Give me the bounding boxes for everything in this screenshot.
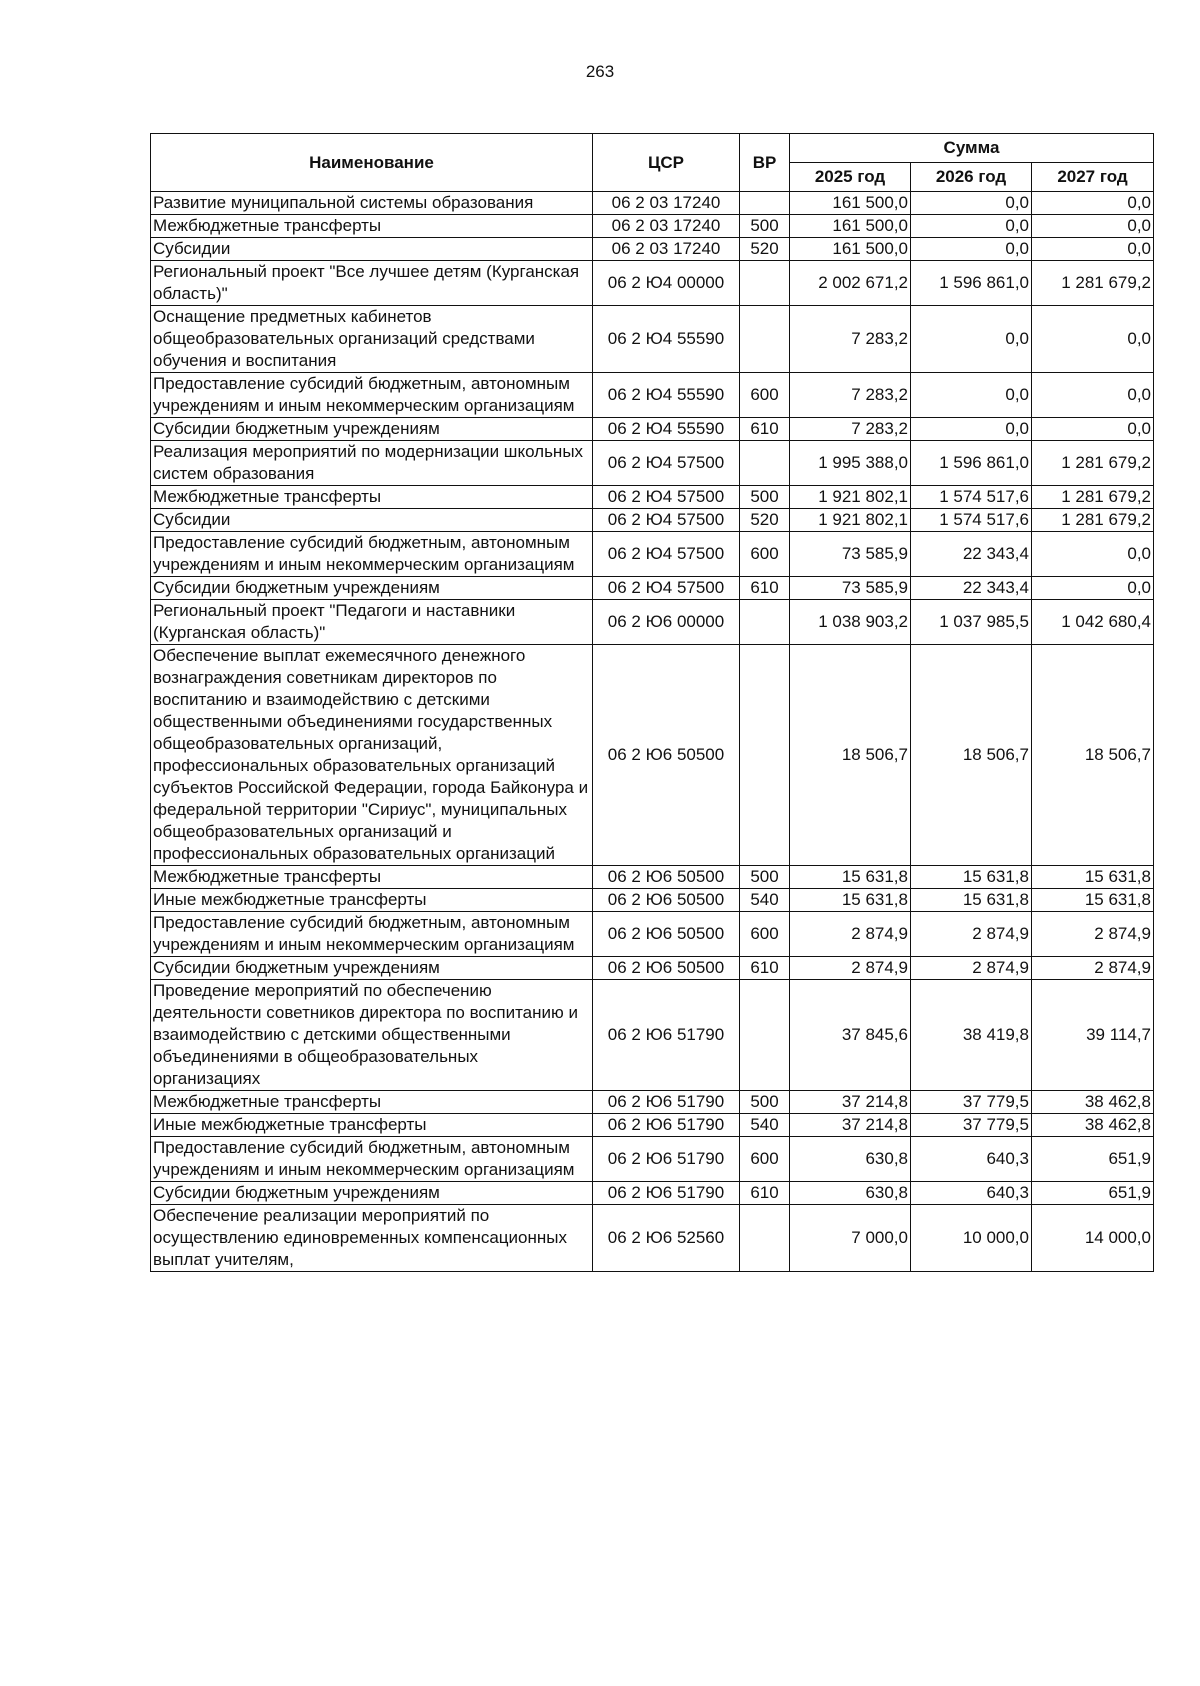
table-row bbox=[151, 1205, 1154, 1272]
row-vr bbox=[740, 441, 790, 486]
row-vr: 610 bbox=[740, 957, 790, 980]
row-amount-2025: 161 500,0 bbox=[790, 238, 911, 261]
row-amount-2026: 640,3 bbox=[911, 1182, 1032, 1205]
row-name: Региональный проект "Все лучшее детям (Курганская область)" bbox=[151, 261, 593, 306]
row-name: Субсидии bbox=[151, 509, 593, 532]
row-csr: 06 2 Ю6 00000 bbox=[593, 600, 740, 645]
row-csr: 06 2 Ю4 55590 bbox=[593, 418, 740, 441]
table-row bbox=[151, 866, 1154, 889]
row-csr: 06 2 03 17240 bbox=[593, 238, 740, 261]
row-vr: 500 bbox=[740, 866, 790, 889]
row-amount-2026: 0,0 bbox=[911, 373, 1032, 418]
row-vr bbox=[740, 645, 790, 866]
row-amount-2025: 161 500,0 bbox=[790, 215, 911, 238]
row-csr: 06 2 Ю4 57500 bbox=[593, 532, 740, 577]
row-vr bbox=[740, 192, 790, 215]
row-csr: 06 2 Ю4 55590 bbox=[593, 373, 740, 418]
row-amount-2027: 15 631,8 bbox=[1032, 866, 1154, 889]
row-amount-2027: 2 874,9 bbox=[1032, 957, 1154, 980]
row-name: Оснащение предметных кабинетов общеобразовательных организаций средствами обучения и воспитания bbox=[151, 306, 593, 373]
row-name: Субсидии bbox=[151, 238, 593, 261]
row-amount-2026: 0,0 bbox=[911, 418, 1032, 441]
table-row bbox=[151, 600, 1154, 645]
row-amount-2026: 0,0 bbox=[911, 192, 1032, 215]
row-name: Межбюджетные трансферты bbox=[151, 1091, 593, 1114]
row-vr: 610 bbox=[740, 577, 790, 600]
row-vr: 610 bbox=[740, 418, 790, 441]
header-csr: ЦСР bbox=[593, 134, 740, 192]
table-row bbox=[151, 577, 1154, 600]
row-amount-2027: 0,0 bbox=[1032, 373, 1154, 418]
header-vr: ВР bbox=[740, 134, 790, 192]
row-amount-2025: 7 283,2 bbox=[790, 418, 911, 441]
row-vr: 600 bbox=[740, 373, 790, 418]
row-vr: 520 bbox=[740, 509, 790, 532]
row-amount-2026: 2 874,9 bbox=[911, 957, 1032, 980]
row-amount-2025: 7 000,0 bbox=[790, 1205, 911, 1272]
row-name: Обеспечение реализации мероприятий по осуществлению единовременных компенсационных выплат учителям, bbox=[151, 1205, 593, 1272]
row-csr: 06 2 03 17240 bbox=[593, 192, 740, 215]
row-amount-2025: 2 002 671,2 bbox=[790, 261, 911, 306]
row-amount-2025: 630,8 bbox=[790, 1137, 911, 1182]
row-csr: 06 2 Ю6 51790 bbox=[593, 1137, 740, 1182]
row-vr: 520 bbox=[740, 238, 790, 261]
row-csr: 06 2 Ю6 50500 bbox=[593, 889, 740, 912]
row-csr: 06 2 Ю6 50500 bbox=[593, 912, 740, 957]
row-amount-2027: 15 631,8 bbox=[1032, 889, 1154, 912]
row-amount-2026: 37 779,5 bbox=[911, 1114, 1032, 1137]
row-amount-2025: 1 995 388,0 bbox=[790, 441, 911, 486]
row-name: Региональный проект "Педагоги и наставники (Курганская область)" bbox=[151, 600, 593, 645]
row-amount-2026: 22 343,4 bbox=[911, 577, 1032, 600]
table-row bbox=[151, 980, 1154, 1091]
row-csr: 06 2 Ю6 51790 bbox=[593, 1091, 740, 1114]
row-amount-2027: 0,0 bbox=[1032, 215, 1154, 238]
row-name: Иные межбюджетные трансферты bbox=[151, 1114, 593, 1137]
row-name: Предоставление субсидий бюджетным, автономным учреждениям и иным некоммерческим организациям bbox=[151, 373, 593, 418]
row-csr: 06 2 03 17240 bbox=[593, 215, 740, 238]
row-amount-2027: 2 874,9 bbox=[1032, 912, 1154, 957]
row-name: Обеспечение выплат ежемесячного денежного вознаграждения советникам директоров по воспитанию и взаимодействию с детскими общественными объединениями государственных общеобразовательных организаций, профессиональных образовательных организаций субъектов Российской Федерации, города Байконура и федеральной территории "Сириус", муниципальных общеобразовательных организаций и профессиональных образовательных организаций bbox=[151, 645, 593, 866]
row-csr: 06 2 Ю6 50500 bbox=[593, 866, 740, 889]
row-name: Субсидии бюджетным учреждениям bbox=[151, 418, 593, 441]
row-amount-2025: 1 921 802,1 bbox=[790, 486, 911, 509]
row-amount-2025: 15 631,8 bbox=[790, 889, 911, 912]
row-amount-2027: 1 281 679,2 bbox=[1032, 261, 1154, 306]
row-csr: 06 2 Ю4 57500 bbox=[593, 486, 740, 509]
table-header bbox=[151, 134, 1154, 192]
row-amount-2026: 15 631,8 bbox=[911, 889, 1032, 912]
row-csr: 06 2 Ю4 57500 bbox=[593, 441, 740, 486]
row-amount-2026: 0,0 bbox=[911, 306, 1032, 373]
row-amount-2025: 18 506,7 bbox=[790, 645, 911, 866]
row-amount-2027: 0,0 bbox=[1032, 192, 1154, 215]
row-vr bbox=[740, 1205, 790, 1272]
table-row bbox=[151, 1091, 1154, 1114]
header-2025: 2025 год bbox=[790, 163, 911, 192]
row-csr: 06 2 Ю6 51790 bbox=[593, 1182, 740, 1205]
table-row bbox=[151, 192, 1154, 215]
row-name: Предоставление субсидий бюджетным, автономным учреждениям и иным некоммерческим организациям bbox=[151, 912, 593, 957]
table-row bbox=[151, 889, 1154, 912]
row-amount-2027: 18 506,7 bbox=[1032, 645, 1154, 866]
header-2026: 2026 год bbox=[911, 163, 1032, 192]
row-vr: 500 bbox=[740, 215, 790, 238]
row-amount-2026: 0,0 bbox=[911, 215, 1032, 238]
row-amount-2025: 73 585,9 bbox=[790, 577, 911, 600]
row-amount-2026: 38 419,8 bbox=[911, 980, 1032, 1091]
row-vr: 610 bbox=[740, 1182, 790, 1205]
table-row bbox=[151, 957, 1154, 980]
table-row bbox=[151, 1137, 1154, 1182]
row-csr: 06 2 Ю4 55590 bbox=[593, 306, 740, 373]
row-amount-2027: 1 281 679,2 bbox=[1032, 509, 1154, 532]
table-row bbox=[151, 306, 1154, 373]
table-row bbox=[151, 645, 1154, 866]
row-name: Развитие муниципальной системы образования bbox=[151, 192, 593, 215]
row-amount-2025: 1 921 802,1 bbox=[790, 509, 911, 532]
row-amount-2025: 2 874,9 bbox=[790, 912, 911, 957]
row-name: Субсидии бюджетным учреждениям bbox=[151, 957, 593, 980]
row-amount-2025: 630,8 bbox=[790, 1182, 911, 1205]
row-amount-2026: 2 874,9 bbox=[911, 912, 1032, 957]
row-vr: 540 bbox=[740, 889, 790, 912]
row-csr: 06 2 Ю4 57500 bbox=[593, 509, 740, 532]
table-row bbox=[151, 509, 1154, 532]
row-amount-2026: 15 631,8 bbox=[911, 866, 1032, 889]
row-csr: 06 2 Ю6 51790 bbox=[593, 980, 740, 1091]
table-row bbox=[151, 1182, 1154, 1205]
row-amount-2025: 161 500,0 bbox=[790, 192, 911, 215]
row-vr bbox=[740, 600, 790, 645]
row-amount-2025: 15 631,8 bbox=[790, 866, 911, 889]
table-row bbox=[151, 441, 1154, 486]
row-amount-2026: 640,3 bbox=[911, 1137, 1032, 1182]
row-name: Проведение мероприятий по обеспечению деятельности советников директора по воспитанию и взаимодействию с детскими общественными объединениями в общеобразовательных организациях bbox=[151, 980, 593, 1091]
row-vr: 600 bbox=[740, 532, 790, 577]
row-amount-2025: 1 038 903,2 bbox=[790, 600, 911, 645]
row-vr: 600 bbox=[740, 912, 790, 957]
row-name: Предоставление субсидий бюджетным, автономным учреждениям и иным некоммерческим организациям bbox=[151, 532, 593, 577]
row-amount-2027: 14 000,0 bbox=[1032, 1205, 1154, 1272]
row-amount-2025: 37 845,6 bbox=[790, 980, 911, 1091]
table-row bbox=[151, 215, 1154, 238]
row-amount-2027: 1 281 679,2 bbox=[1032, 486, 1154, 509]
row-amount-2026: 1 574 517,6 bbox=[911, 486, 1032, 509]
row-name: Субсидии бюджетным учреждениям bbox=[151, 1182, 593, 1205]
row-csr: 06 2 Ю4 57500 bbox=[593, 577, 740, 600]
row-amount-2027: 38 462,8 bbox=[1032, 1091, 1154, 1114]
row-vr bbox=[740, 261, 790, 306]
row-amount-2025: 37 214,8 bbox=[790, 1114, 911, 1137]
row-name: Реализация мероприятий по модернизации школьных систем образования bbox=[151, 441, 593, 486]
table-row bbox=[151, 486, 1154, 509]
row-name: Межбюджетные трансферты bbox=[151, 486, 593, 509]
header-name: Наименование bbox=[151, 134, 593, 192]
table-row bbox=[151, 418, 1154, 441]
page-number: 263 bbox=[585, 62, 615, 81]
budget-table bbox=[150, 133, 1154, 1272]
table-row bbox=[151, 238, 1154, 261]
row-csr: 06 2 Ю6 50500 bbox=[593, 645, 740, 866]
header-2027: 2027 год bbox=[1032, 163, 1154, 192]
row-amount-2027: 38 462,8 bbox=[1032, 1114, 1154, 1137]
row-amount-2027: 1 281 679,2 bbox=[1032, 441, 1154, 486]
row-vr: 600 bbox=[740, 1137, 790, 1182]
row-amount-2025: 2 874,9 bbox=[790, 957, 911, 980]
row-name: Субсидии бюджетным учреждениям bbox=[151, 577, 593, 600]
table-row bbox=[151, 912, 1154, 957]
row-amount-2027: 0,0 bbox=[1032, 306, 1154, 373]
row-amount-2027: 0,0 bbox=[1032, 238, 1154, 261]
header-sum: Сумма bbox=[790, 134, 1154, 163]
row-amount-2025: 7 283,2 bbox=[790, 373, 911, 418]
row-amount-2027: 0,0 bbox=[1032, 577, 1154, 600]
row-name: Межбюджетные трансферты bbox=[151, 215, 593, 238]
row-amount-2027: 1 042 680,4 bbox=[1032, 600, 1154, 645]
row-csr: 06 2 Ю4 00000 bbox=[593, 261, 740, 306]
row-vr bbox=[740, 980, 790, 1091]
row-amount-2026: 18 506,7 bbox=[911, 645, 1032, 866]
table-row bbox=[151, 532, 1154, 577]
row-vr bbox=[740, 306, 790, 373]
table-row bbox=[151, 373, 1154, 418]
row-csr: 06 2 Ю6 51790 bbox=[593, 1114, 740, 1137]
table-body bbox=[151, 192, 1154, 1272]
row-amount-2026: 0,0 bbox=[911, 238, 1032, 261]
table-row bbox=[151, 1114, 1154, 1137]
row-amount-2026: 1 596 861,0 bbox=[911, 441, 1032, 486]
row-vr: 500 bbox=[740, 486, 790, 509]
row-amount-2026: 1 596 861,0 bbox=[911, 261, 1032, 306]
row-name: Предоставление субсидий бюджетным, автономным учреждениям и иным некоммерческим организациям bbox=[151, 1137, 593, 1182]
row-amount-2027: 651,9 bbox=[1032, 1137, 1154, 1182]
row-amount-2025: 73 585,9 bbox=[790, 532, 911, 577]
row-amount-2025: 7 283,2 bbox=[790, 306, 911, 373]
row-vr: 540 bbox=[740, 1114, 790, 1137]
row-amount-2025: 37 214,8 bbox=[790, 1091, 911, 1114]
row-amount-2027: 0,0 bbox=[1032, 418, 1154, 441]
row-csr: 06 2 Ю6 50500 bbox=[593, 957, 740, 980]
row-amount-2026: 22 343,4 bbox=[911, 532, 1032, 577]
row-name: Межбюджетные трансферты bbox=[151, 866, 593, 889]
row-vr: 500 bbox=[740, 1091, 790, 1114]
row-amount-2026: 1 037 985,5 bbox=[911, 600, 1032, 645]
row-amount-2026: 10 000,0 bbox=[911, 1205, 1032, 1272]
row-name: Иные межбюджетные трансферты bbox=[151, 889, 593, 912]
row-amount-2027: 651,9 bbox=[1032, 1182, 1154, 1205]
row-amount-2026: 37 779,5 bbox=[911, 1091, 1032, 1114]
row-amount-2027: 0,0 bbox=[1032, 532, 1154, 577]
row-csr: 06 2 Ю6 52560 bbox=[593, 1205, 740, 1272]
row-amount-2026: 1 574 517,6 bbox=[911, 509, 1032, 532]
table-row bbox=[151, 261, 1154, 306]
row-amount-2027: 39 114,7 bbox=[1032, 980, 1154, 1091]
